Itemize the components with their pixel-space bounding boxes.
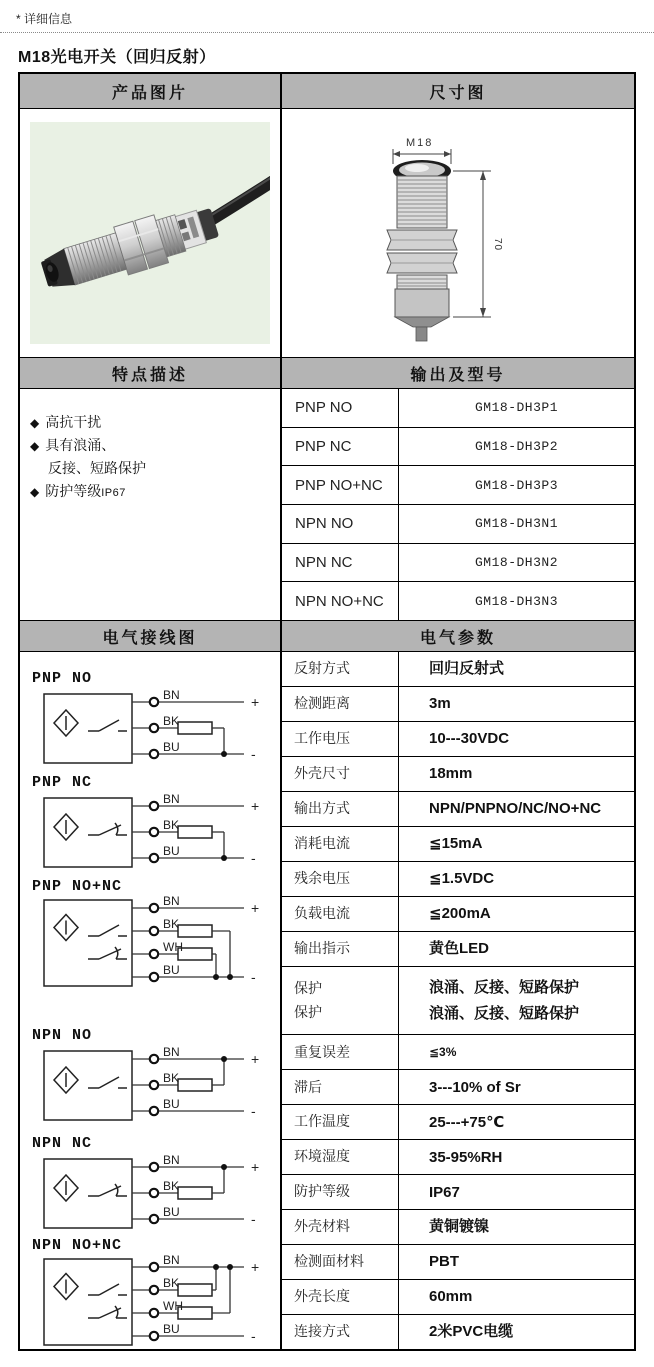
parameter-value: 3---10% of Sr — [429, 1078, 521, 1096]
wiring-diagram-label: NPN NC — [32, 1135, 93, 1152]
parameter-value-cell — [398, 1070, 634, 1104]
model-row — [282, 427, 634, 466]
wiring-diagram-svg — [32, 688, 280, 775]
parameter-row — [282, 931, 634, 966]
model-row — [282, 581, 634, 620]
parameter-name: 外壳尺寸 — [294, 764, 350, 781]
wiring-diagram-svg — [32, 896, 280, 1001]
output-type-cell: NPN NO — [295, 515, 354, 533]
output-type-cell: NPN NC — [295, 554, 353, 572]
spec-table — [18, 72, 636, 1351]
svg-text:-: - — [251, 969, 256, 985]
svg-text:BU: BU — [163, 844, 180, 858]
svg-text:+: + — [251, 1259, 260, 1275]
svg-text:BN: BN — [163, 1255, 180, 1267]
detail-info-note: * 详细信息 — [16, 12, 73, 26]
parameter-value: PBT — [429, 1253, 459, 1271]
header-output-models: 输出及型号 — [280, 357, 634, 389]
output-type-cell: NPN NO+NC — [295, 592, 384, 610]
parameter-value: NPN/PNPNO/NC/NO+NC — [429, 800, 602, 818]
svg-text:BK: BK — [163, 818, 180, 832]
model-number-cell: GM18-DH3N2 — [398, 544, 634, 582]
parameter-name: 连接方式 — [294, 1323, 350, 1340]
model-row — [282, 543, 634, 582]
diamond-bullet-icon: ◆ — [30, 485, 40, 500]
parameter-value: 浪涌、反接、短路保护 — [429, 979, 580, 997]
feature-text: 具有浪涌、 — [45, 437, 116, 454]
parameter-value: 35-95%RH — [429, 1148, 503, 1166]
parameter-value: ≦15mA — [429, 834, 483, 852]
parameter-name: 负载电流 — [294, 904, 350, 921]
svg-text:-: - — [251, 1328, 256, 1344]
parameter-name-cell — [282, 1140, 398, 1174]
svg-text:BN: BN — [163, 792, 180, 806]
parameter-name-cell — [282, 1315, 398, 1349]
parameter-value-cell — [398, 1035, 634, 1069]
svg-text:-: - — [251, 1103, 256, 1119]
parameter-value-cell — [398, 792, 634, 826]
parameter-value: ≦3% — [429, 1045, 457, 1060]
header-dimension: 尺寸图 — [280, 74, 634, 109]
parameter-row — [282, 1209, 634, 1244]
wiring-diagram-label: NPN NO+NC — [32, 1237, 123, 1254]
model-number-cell: GM18-DH3P3 — [398, 466, 634, 504]
parameter-row — [282, 686, 634, 721]
page — [0, 10, 654, 1367]
parameter-name: 检测面材料 — [294, 1253, 364, 1270]
parameter-row — [282, 756, 634, 791]
diamond-bullet-icon: ◆ — [30, 439, 40, 454]
svg-text:-: - — [251, 1211, 256, 1227]
parameter-name-cell — [282, 1210, 398, 1244]
model-row — [282, 389, 634, 427]
parameter-name: 残余电压 — [294, 869, 350, 886]
feature-item — [30, 411, 270, 434]
svg-text:BU: BU — [163, 1205, 180, 1219]
page-title: M18光电开关（回归反射） — [18, 49, 216, 66]
parameter-value: ≦200mA — [429, 904, 491, 922]
parameter-name: 重复误差 — [294, 1043, 350, 1060]
parameter-name: 防护等级 — [294, 1183, 350, 1200]
wiring-diagram-pnp-no — [32, 670, 280, 775]
parameter-value: 黄色LED — [429, 939, 490, 957]
svg-text:+: + — [251, 694, 260, 710]
parameter-name: 滞后 — [294, 1078, 322, 1095]
parameter-value: 黄铜镀镍 — [429, 1218, 490, 1236]
wiring-diagram-pnp-nc — [32, 774, 280, 879]
model-number-cell: GM18-DH3P2 — [398, 428, 634, 466]
parameter-name-cell — [282, 967, 398, 1035]
svg-text:+: + — [251, 900, 260, 916]
parameter-row — [282, 791, 634, 826]
parameter-name-cell — [282, 687, 398, 721]
svg-text:BK: BK — [163, 1276, 180, 1290]
parameter-value-cell — [398, 897, 634, 931]
parameter-row — [282, 1244, 634, 1279]
parameter-value-cell — [398, 1315, 634, 1349]
parameter-name-cell — [282, 1035, 398, 1069]
model-row — [282, 504, 634, 543]
svg-text:+: + — [251, 798, 260, 814]
parameter-name: 外壳材料 — [294, 1218, 350, 1235]
parameter-name-cell — [282, 897, 398, 931]
parameter-row — [282, 1174, 634, 1209]
parameter-value-cell — [398, 932, 634, 966]
features-list — [20, 389, 280, 620]
diamond-bullet-icon: ◆ — [30, 416, 40, 430]
svg-text:BN: BN — [163, 896, 180, 908]
parameter-value: IP67 — [429, 1183, 460, 1201]
svg-text:BU: BU — [163, 1322, 180, 1336]
svg-text:BU: BU — [163, 963, 180, 977]
wiring-diagram-svg — [32, 1153, 280, 1240]
parameter-value-cell — [398, 687, 634, 721]
product-photo-cell — [20, 109, 280, 357]
parameter-value-cell — [398, 1210, 634, 1244]
parameter-value: 回归反射式 — [429, 660, 505, 678]
parameter-row — [282, 652, 634, 686]
parameter-table — [282, 652, 634, 1349]
parameter-value: ≦1.5VDC — [429, 869, 495, 887]
output-type-cell: PNP NO — [295, 399, 353, 417]
feature-text: 高抗干扰 — [45, 414, 102, 430]
svg-text:-: - — [251, 746, 256, 762]
parameter-value-cell — [398, 827, 634, 861]
parameter-value: 浪涌、反接、短路保护 — [429, 1004, 580, 1022]
parameter-value-cell — [398, 967, 634, 1035]
parameter-value-cell — [398, 1175, 634, 1209]
model-number-cell: GM18-DH3P1 — [398, 389, 634, 427]
svg-text:+: + — [251, 1159, 260, 1175]
parameter-name-cell — [282, 862, 398, 896]
parameter-name-cell — [282, 827, 398, 861]
svg-text:BK: BK — [163, 1179, 180, 1193]
parameter-row — [282, 1279, 634, 1314]
wiring-diagram-label: PNP NO+NC — [32, 878, 123, 895]
parameter-row — [282, 826, 634, 861]
dimension-drawing — [333, 131, 583, 343]
parameter-value-cell — [398, 1140, 634, 1174]
parameter-row — [282, 861, 634, 896]
parameter-row — [282, 966, 634, 1035]
parameter-name-cell — [282, 757, 398, 791]
model-number-cell: GM18-DH3N3 — [398, 582, 634, 620]
svg-text:BU: BU — [163, 1097, 180, 1111]
feature-item — [30, 434, 270, 457]
svg-text:BN: BN — [163, 1045, 180, 1059]
svg-text:WH: WH — [163, 1299, 183, 1313]
wiring-diagram-svg — [32, 1045, 280, 1132]
parameter-name-cell — [282, 1245, 398, 1279]
svg-text:BU: BU — [163, 740, 180, 754]
parameter-name-cell — [282, 1175, 398, 1209]
parameter-name: 外壳长度 — [294, 1288, 350, 1305]
parameter-name: 工作电压 — [294, 729, 350, 746]
parameter-name: 环境湿度 — [294, 1148, 350, 1165]
parameter-value: 25---+75℃ — [429, 1113, 505, 1131]
parameter-name: 工作温度 — [294, 1113, 350, 1130]
header-wiring: 电气接线图 — [20, 620, 280, 652]
parameter-name-cell — [282, 932, 398, 966]
header-product-image: 产品图片 — [20, 74, 280, 109]
parameter-name: 输出方式 — [294, 799, 350, 816]
parameter-name: 消耗电流 — [294, 834, 350, 851]
parameter-name-cell — [282, 1070, 398, 1104]
feature-text-small: IP67 — [101, 487, 126, 500]
parameter-name: 输出指示 — [294, 939, 350, 956]
svg-text:BK: BK — [163, 917, 180, 931]
svg-text:+: + — [251, 1051, 260, 1067]
wiring-diagram-label: PNP NO — [32, 670, 93, 687]
wiring-diagram-npn-nc — [32, 1135, 280, 1240]
parameter-name-cell — [282, 1105, 398, 1139]
model-number-cell: GM18-DH3N1 — [398, 505, 634, 543]
wiring-diagram-npn-no — [32, 1027, 280, 1132]
header-features: 特点描述 — [20, 357, 280, 389]
dimension-drawing-cell — [280, 109, 634, 357]
parameter-name-cell — [282, 1280, 398, 1314]
parameter-value-cell — [398, 757, 634, 791]
feature-item — [30, 480, 270, 503]
parameter-name: 保护 — [294, 979, 322, 996]
parameter-row — [282, 1069, 634, 1104]
svg-text:BK: BK — [163, 714, 180, 728]
parameter-value-cell — [398, 1245, 634, 1279]
parameter-row — [282, 896, 634, 931]
parameter-row — [282, 1139, 634, 1174]
parameter-name: 反射方式 — [294, 660, 350, 677]
parameter-name-cell — [282, 652, 398, 686]
output-type-cell: PNP NC — [295, 438, 352, 455]
parameter-value: 60mm — [429, 1288, 473, 1306]
model-table — [282, 389, 634, 620]
wiring-diagrams-cell — [20, 652, 280, 1349]
parameter-value: 10---30VDC — [429, 730, 510, 748]
feature-text: 反接、短路保护 — [48, 460, 146, 477]
parameter-value-cell — [398, 652, 634, 686]
wiring-diagram-label: NPN NO — [32, 1027, 93, 1044]
wiring-diagram-svg — [32, 1255, 280, 1349]
dimension-length-label: 70 — [492, 238, 503, 252]
parameter-value: 18mm — [429, 765, 473, 783]
output-type-cell: PNP NO+NC — [295, 476, 383, 494]
parameter-value-cell — [398, 862, 634, 896]
parameter-name: 保护 — [294, 1003, 322, 1020]
svg-text:BN: BN — [163, 688, 180, 702]
parameter-value-cell — [398, 1105, 634, 1139]
parameter-row — [282, 1034, 634, 1069]
parameter-row — [282, 1104, 634, 1139]
svg-text:-: - — [251, 850, 256, 866]
parameter-value-cell — [398, 722, 634, 756]
parameter-row — [282, 721, 634, 756]
product-photo — [30, 122, 270, 344]
svg-text:BK: BK — [163, 1071, 180, 1085]
wiring-diagram-svg — [32, 792, 280, 879]
dotted-divider — [0, 32, 654, 33]
header-parameters: 电气参数 — [280, 620, 634, 652]
model-row — [282, 465, 634, 504]
dimension-diameter-label: M18 — [406, 137, 434, 149]
parameter-name-cell — [282, 792, 398, 826]
parameter-value: 3m — [429, 695, 451, 713]
wiring-diagram-pnp-no-nc — [32, 878, 280, 1001]
parameter-value: 2米PVC电缆 — [429, 1323, 514, 1341]
wiring-diagram-label: PNP NC — [32, 774, 93, 791]
parameter-row — [282, 1314, 634, 1349]
feature-text: 防护等级 — [45, 483, 102, 500]
svg-text:BN: BN — [163, 1153, 180, 1167]
svg-text:WH: WH — [163, 940, 183, 954]
parameter-name: 检测距离 — [294, 695, 350, 712]
feature-item — [30, 457, 270, 480]
parameter-value-cell — [398, 1280, 634, 1314]
wiring-diagram-npn-no-nc — [32, 1237, 280, 1349]
parameter-name-cell — [282, 722, 398, 756]
